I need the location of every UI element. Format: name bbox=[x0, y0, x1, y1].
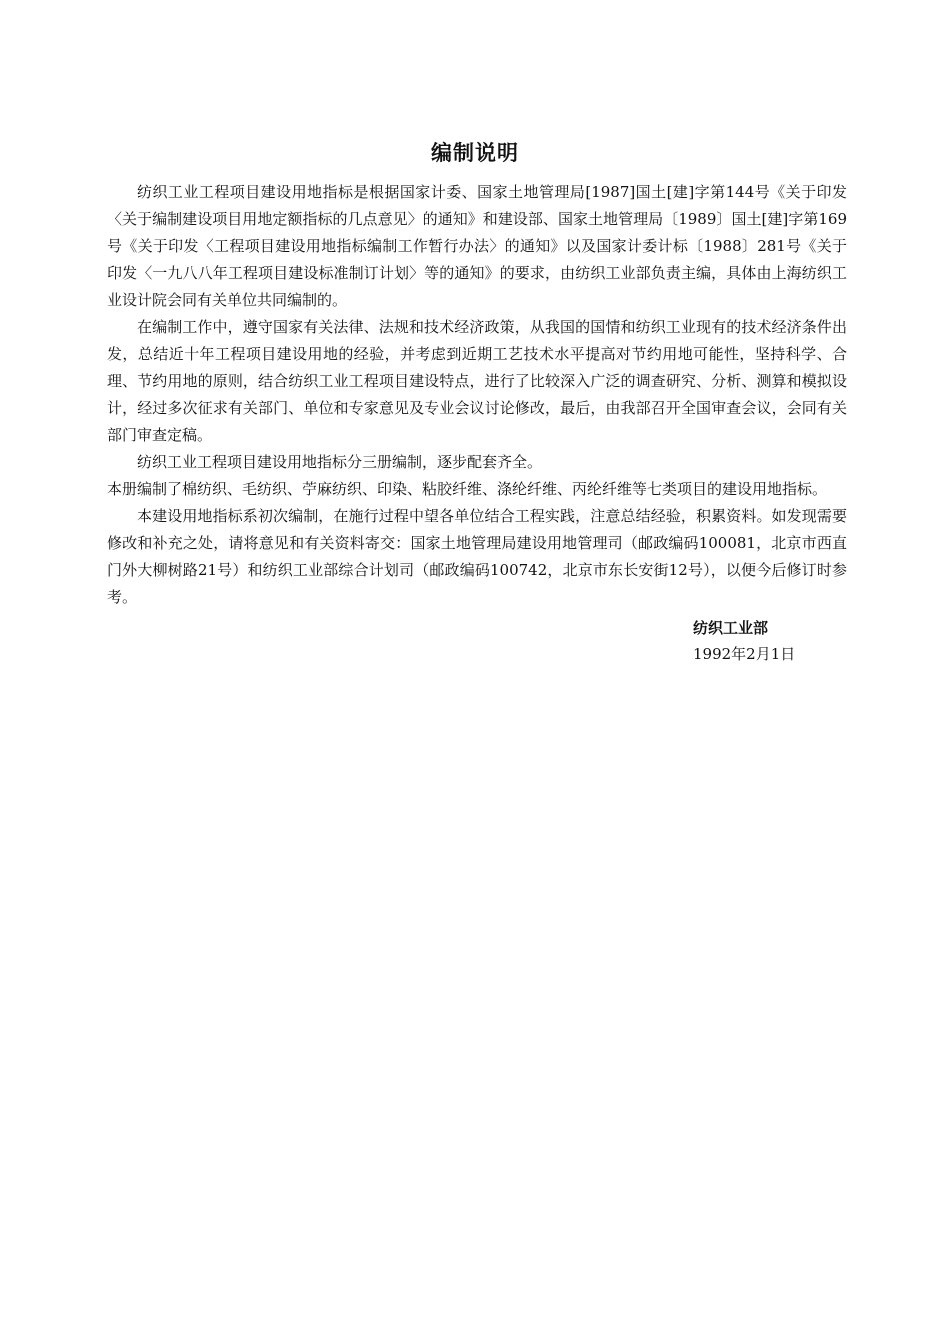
signature-organization: 纺织工业部 bbox=[693, 619, 769, 637]
paragraph-basis: 纺织工业工程项目建设用地指标是根据国家计委、国家土地管理局[1987]国土[建]字第144号《关于印发〈关于编制建设项目用地定额指标的几点意见〉的通知》和建设部、国家土地管理局〔1989〕国土[建]字第169号《关于印发〈工程项目建设用地指标编制工作暂行办法〉的通知》以及国家计委计标〔1988〕281号《关于印发〈一九八八年工程项目建设标准制订计划〉等的通知》的要求，由纺织工业部负责主编，具体由上海纺织工业设计院会同有关单位共同编制的。 bbox=[107, 183, 847, 309]
signature-date: 1992年2月1日 bbox=[693, 645, 796, 663]
paragraph-feedback: 本建设用地指标系初次编制，在施行过程中望各单位结合工程实践，注意总结经验，积累资料。如发现需要修改和补充之处，请将意见和有关资料寄交：国家土地管理局建设用地管理司（邮政编码100081，北京市西直门外大柳树路21号）和纺织工业部综合计划司（邮政编码100742，北京市东长安街12号），以便今后修订时参考。 bbox=[107, 507, 847, 606]
paragraph-scope: 本册编制了棉纺织、毛纺织、苧麻纺织、印染、粘胶纤维、涤纶纤维、丙纶纤维等七类项目的建设用地指标。 bbox=[107, 480, 828, 498]
paragraph-process: 在编制工作中，遵守国家有关法律、法规和技术经济政策，从我国的国情和纺织工业现有的技术经济条件出发，总结近十年工程项目建设用地的经验，并考虑到近期工艺技术水平提高对节约用地可能性，坚持科学、合理、节约用地的原则，结合纺织工业工程项目建设特点，进行了比较深入广泛的调查研究、分析、测算和模拟设计，经过多次征求有关部门、单位和专家意见及专业会议讨论修改，最后，由我部召开全国审查会议，会同有关部门审查定稿。 bbox=[107, 318, 847, 444]
signature-block bbox=[693, 615, 893, 667]
page-title: 编制说明 bbox=[431, 141, 519, 165]
document-body bbox=[107, 179, 847, 611]
paragraph-volumes: 纺织工业工程项目建设用地指标分三册编制，逐步配套齐全。 bbox=[137, 453, 543, 471]
